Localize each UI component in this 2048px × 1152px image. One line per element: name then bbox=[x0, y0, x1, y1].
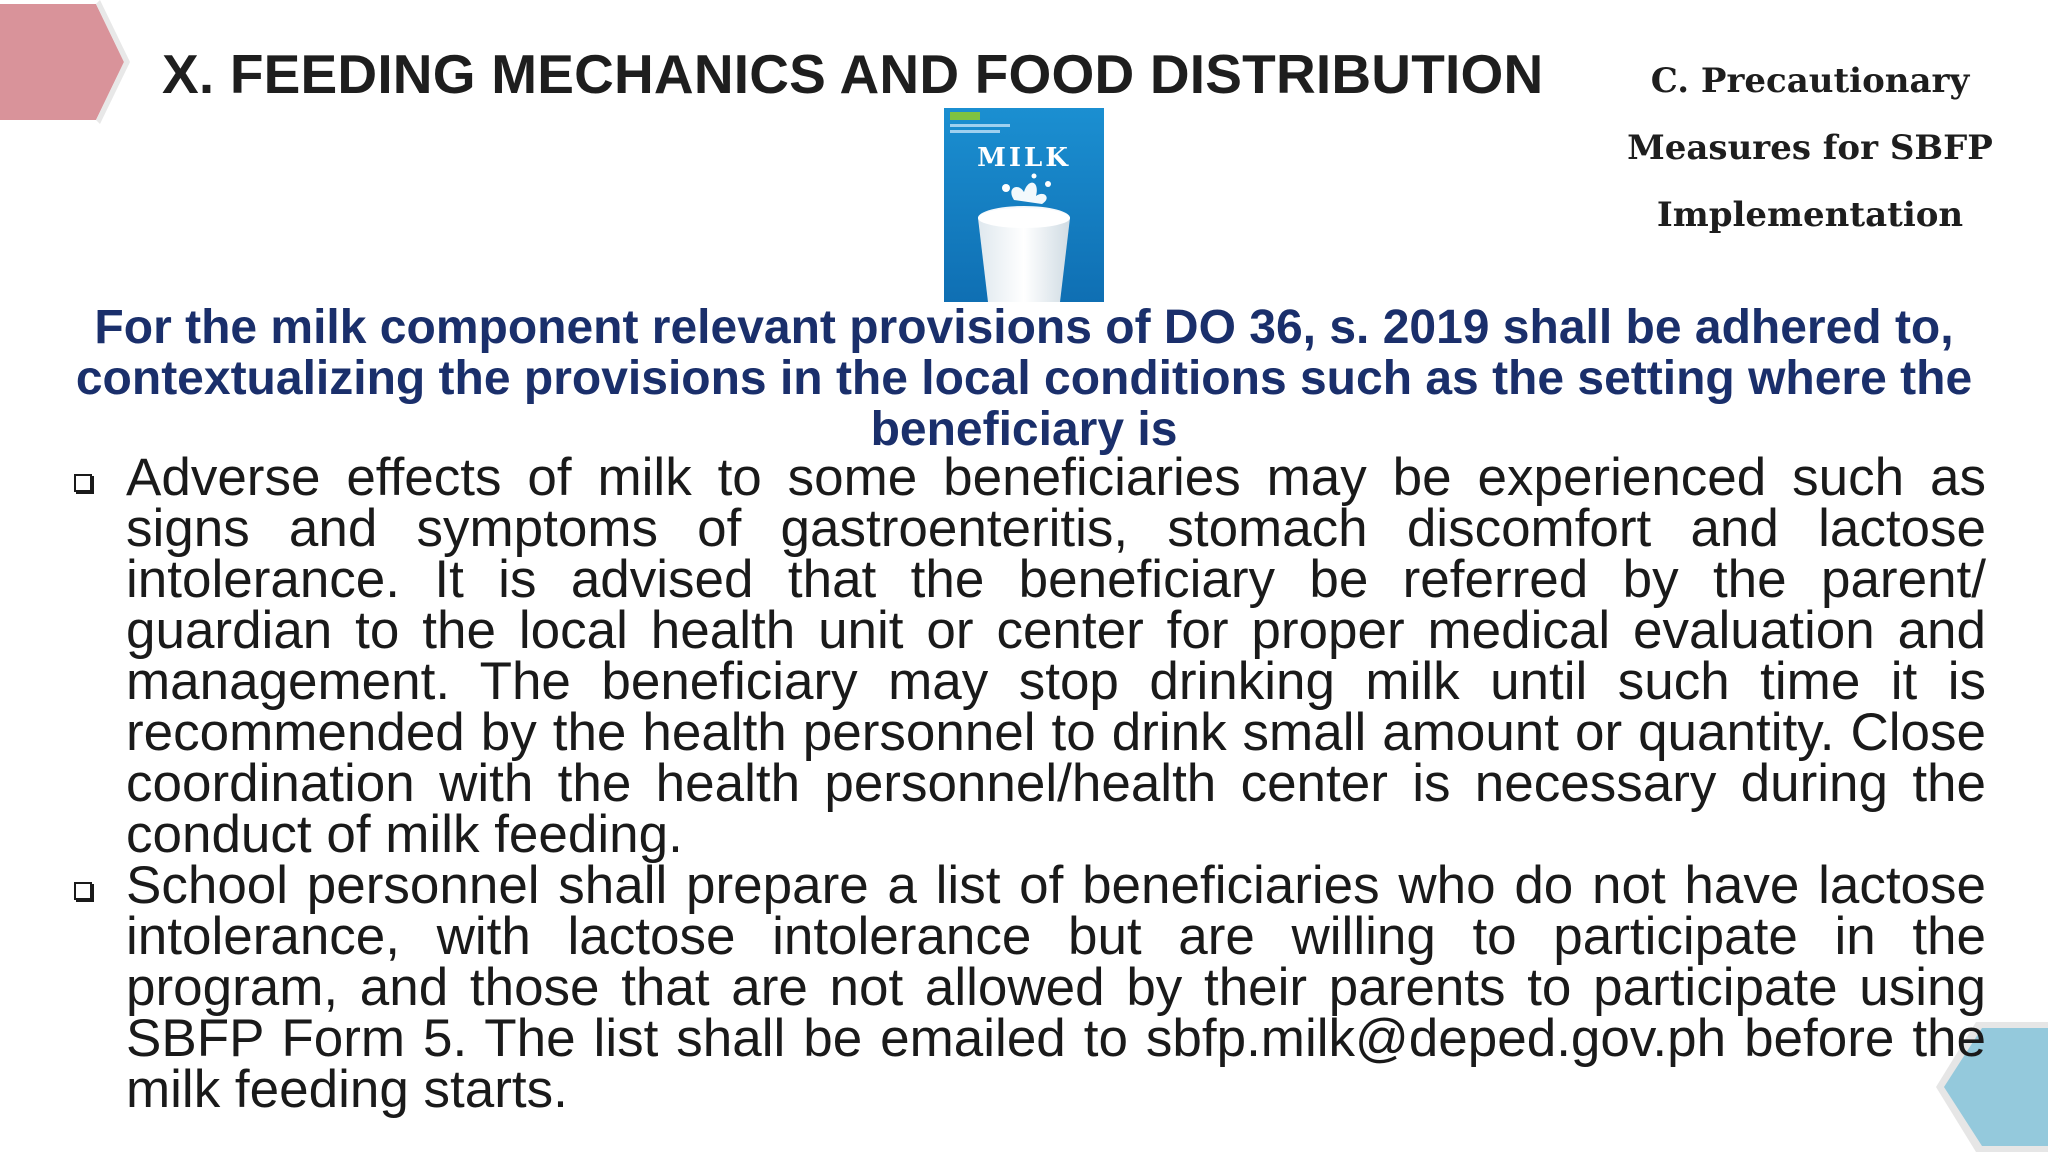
section-heading bbox=[1600, 48, 2020, 249]
bullet-text: School personnel shall prepare a list of beneficiaries who do not have lactose intolerance, with lactose intolerance but are willing to participate in the program, and those that are not allowed by their parents to participate using SBFP Form 5. The list shall be emailed to sbfp.milk@deped.gov.ph before the milk feeding starts. bbox=[126, 856, 1986, 1119]
milk-label: MILK bbox=[977, 143, 1071, 173]
list-item bbox=[72, 448, 1986, 864]
bullet-list bbox=[72, 448, 1986, 1119]
lead-statement: For the milk component relevant provisions of DO 36, s. 2019 shall be adhered to, contextualizing the provisions in the local conditions such as the setting where the beneficiary is bbox=[75, 301, 1973, 456]
bullet-text: Adverse effects of milk to some beneficiaries may be experienced such as signs and symptoms of gastroenteritis, stomach discomfort and lactose intolerance. It is advised that the beneficiary be referred by the parent/ guardian to the local health unit or center for proper medical evaluation and management. The beneficiary may stop drinking milk until such time it is recommended by the health personnel to drink small amount or quantity. Close coordination with the health personnel/health center is necessary during the conduct of milk feeding. bbox=[126, 448, 1986, 864]
section-heading-line: Measures for SBFP bbox=[1627, 128, 1993, 168]
section-heading-line: C. Precautionary bbox=[1650, 61, 1970, 101]
milk-glass-illustration bbox=[944, 108, 1104, 302]
checkbox-bullet-icon bbox=[72, 860, 126, 911]
slide-title: X. FEEDING MECHANICS AND FOOD DISTRIBUTION bbox=[162, 43, 1544, 105]
list-item bbox=[72, 856, 1986, 1119]
checkbox-bullet-icon bbox=[72, 452, 126, 503]
section-heading-line: Implementation bbox=[1656, 195, 1964, 235]
decorative-corner-shape-left bbox=[0, 0, 132, 132]
